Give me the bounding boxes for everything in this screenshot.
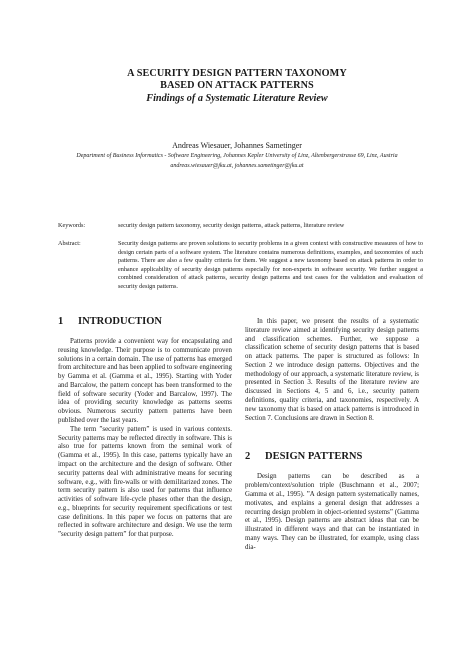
paper-subtitle: Findings of a Systematic Literature Review: [146, 93, 328, 104]
section-title: INTRODUCTION: [78, 316, 163, 327]
section-number: 1: [58, 316, 64, 327]
author-emails: andreas.wiesauer@jku.at, johannes.sametinger@jku.at: [170, 162, 304, 169]
section-heading-design-patterns: [245, 451, 419, 463]
affiliation-block: [0, 152, 474, 171]
keywords-label: Keywords:: [58, 222, 86, 229]
abstract-label: Abstract:: [58, 240, 81, 247]
paragraph: In this paper, we present the results of a systematic literature review aimed at identifying security design patterns and classification schemes. Further, we suppose a classification scheme of security design patterns that is based on attack patterns. The paper is structured as follows: In Section 2 we introduce design patterns. Objectives and the methodology of our approach, a systematic literature review, is presented in Section 3. Results of the literature review are discussed in Sections 4, 5 and 6, i.e., security pattern definitions, quality criteria, and taxonomies, respectively. A new taxonomy that is based on attack patterns is introduced in Section 7. Conclusions are drawn in Section 8.: [245, 318, 419, 422]
keywords-text: security design pattern taxonomy, security design patterns, attack patterns, literature review: [118, 222, 345, 229]
title-line-2: BASED ON ATTACK PATTERNS: [160, 80, 314, 92]
paragraph: The term ”security pattern” is used in various contexts. Security patterns may be reflected directly in software. This is also true for patterns known from the seminal work of (Gamma et al., 1995). In this case, patterns typically have an impact on the architecture and the design of software. Other security patterns deal with administrative means for securing software, e.g., with fire-walls or with demilitarized zones. The term security pattern is also used for patterns that influence activities of software life-cycle phases other than the design, e.g., blueprints for security requirement specifications or test case definitions. In this paper we focus on patterns that are reflected in software architecture and design. We use the term ”security design pattern” for that purpose.: [58, 425, 232, 539]
paragraph: Patterns provide a convenient way for encapsulating and reusing knowledge. Their purpose is to communicate proven solutions in a certain domain. The use of patterns has emerged from architecture and has been applied to software engineering by Gamma et al. (Gamma et al., 1995). Starting with Yoder and Barcalow, the pattern concept has been transformed to the field of software security (Yoder and Barcalow, 1997). The idea of providing security knowledge as patterns seems obvious. Numerous security pattern patterns have been published over the last years.: [58, 338, 232, 425]
right-column: [245, 318, 419, 552]
title-line-1: A SECURITY DESIGN PATTERN TAXONOMY: [127, 68, 347, 79]
left-column: [58, 316, 232, 540]
section-number: 2: [245, 451, 251, 463]
author-list: Andreas Wiesauer, Johannes Sametinger: [172, 141, 302, 150]
section-title: DESIGN PATTERNS: [265, 451, 363, 463]
section-heading-introduction: [58, 316, 232, 328]
abstract-text: Security design patterns are proven solutions to security problems in a given context with constructive measures of how to design certain parts of a software system. The literature contains numerous definitions, examples, and taxonomies of such patterns. There are also a few quality criteria for them. We suggest a new taxonomy based on attack patterns in order to enhance applicability of security design patterns especially for non-experts in software security. We further suggest a combined consideration of attack patterns, security design patterns and test cases for the validation and evaluation of security design patterns.: [118, 240, 423, 290]
paper-title: [0, 68, 474, 93]
affiliation: Department of Business Informatics - Software Engineering, Johannes Kepler University of Linz, Altenbergerstrasse 69, Linz, Austria: [76, 153, 398, 159]
paragraph: Design patterns can be described as a problem/context/solution triple (Buschmann et al., 2007; Gamma et al., 1995). ”A design pattern systematically names, motivates, and explains a general design that addresses a recurring design problem in object-oriented systems” (Gamma et al., 1995). Design patterns are abstract ideas that can be illustrated in different ways and that can be instantiated in many ways. They can be illustrated, for example, using class dia-: [245, 473, 419, 551]
